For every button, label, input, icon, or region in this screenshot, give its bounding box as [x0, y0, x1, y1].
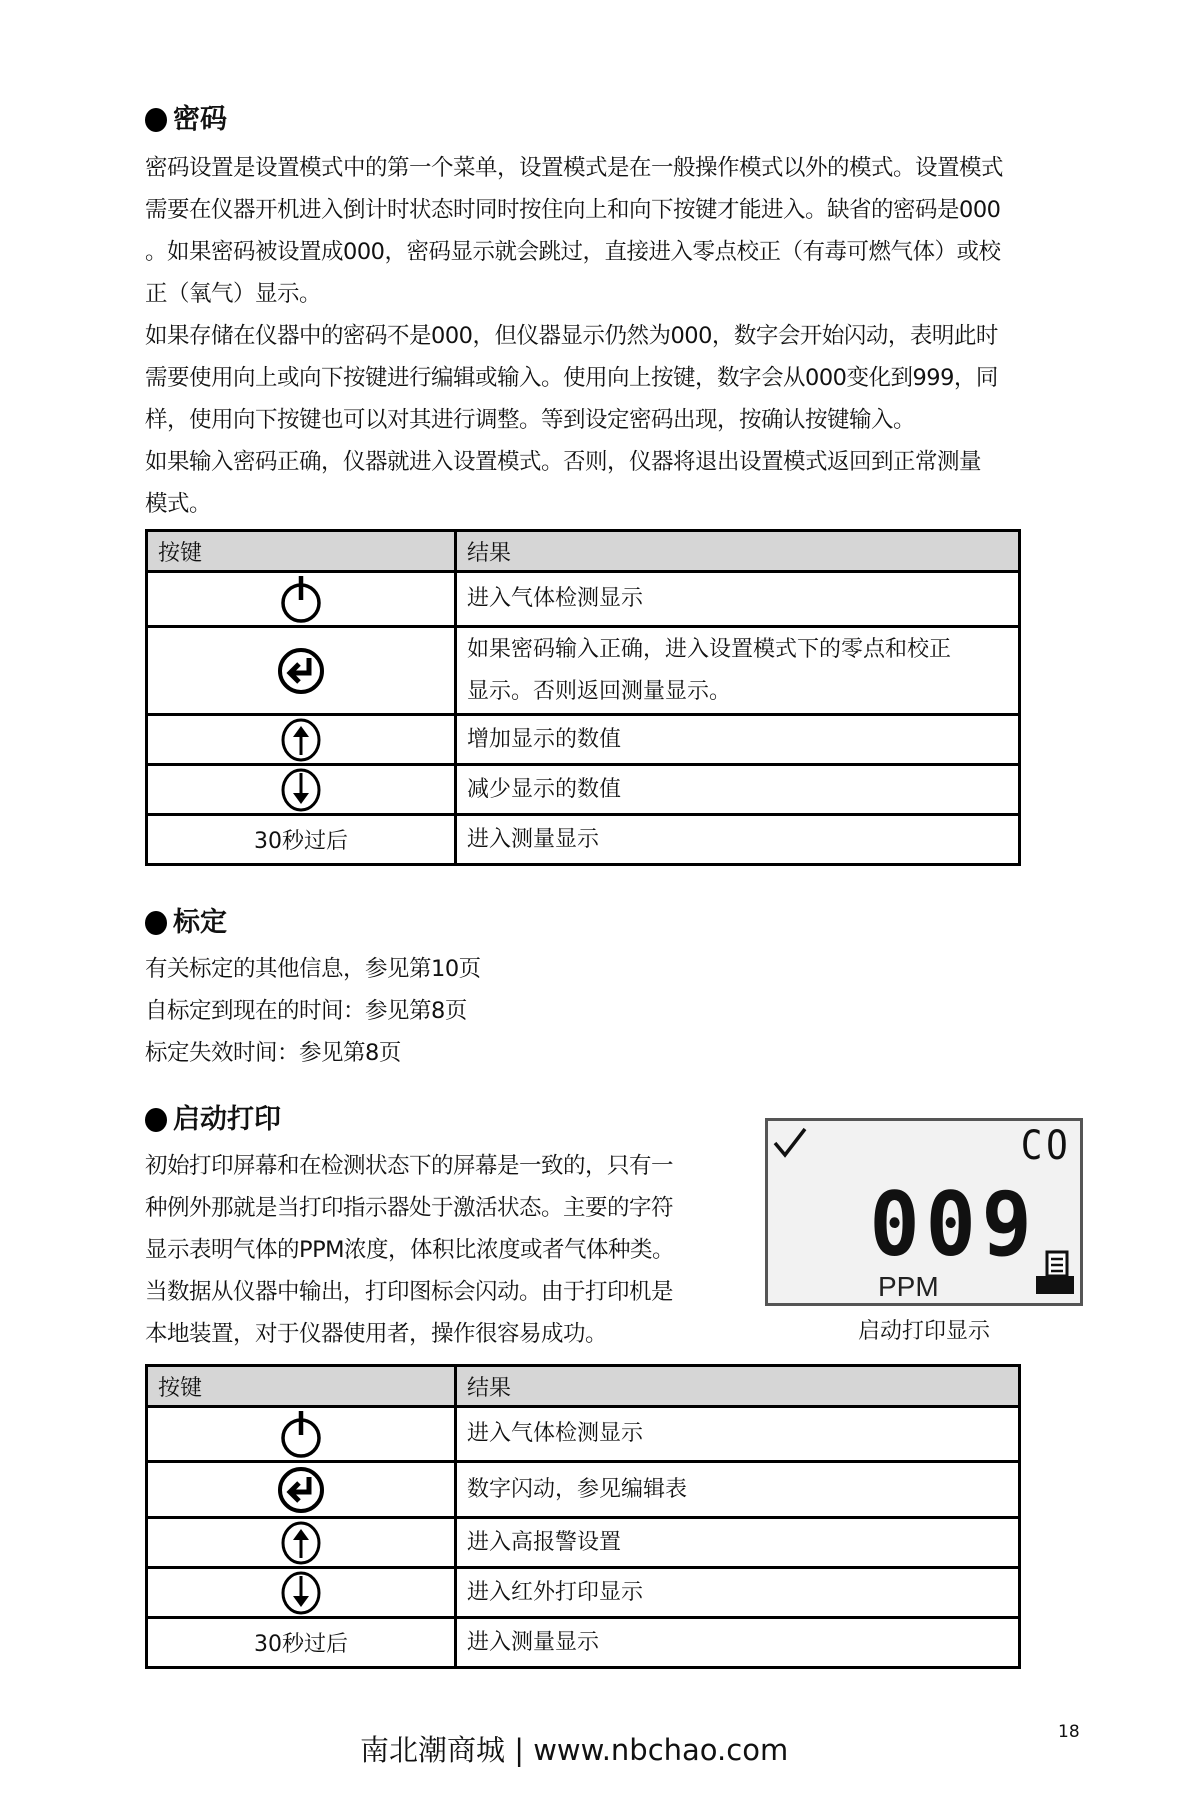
password-key-table: [145, 529, 1021, 866]
table-cell-result: 进入测量显示: [456, 1618, 1020, 1668]
checkmark-icon: [772, 1125, 808, 1165]
result-line: 显示。否则返回测量显示。: [467, 678, 732, 704]
header-key: 按键: [147, 531, 456, 572]
section-heading-print: [145, 1102, 281, 1138]
table-cell-result: 减少显示的数值: [456, 765, 1020, 815]
table-cell-result: 进入气体检测显示: [456, 572, 1020, 627]
table-row: [147, 1568, 1020, 1618]
paragraph-line: 本地装置，对于仪器使用者，操作很容易成功。: [145, 1321, 608, 1347]
table-cell-key: 30秒过后: [147, 1618, 456, 1668]
table-row: [147, 1407, 1020, 1462]
table-row: [147, 1518, 1020, 1568]
footer-site-link[interactable]: 南北潮商城 | www.nbchao.com: [360, 1733, 789, 1767]
paragraph-line: 如果输入密码正确，仪器就进入设置模式。否则，仪器将退出设置模式返回到正常测量: [145, 449, 982, 475]
heading-text: 启动打印: [173, 1104, 281, 1135]
table-cell-result: 进入测量显示: [456, 815, 1020, 865]
print-key-table: [145, 1364, 1021, 1669]
paragraph-line: 需要使用向上或向下按键进行编辑或输入。使用向上按键，数字会从000变化到999，同: [145, 365, 998, 391]
table-header-row: [147, 531, 1020, 572]
power-icon: [147, 572, 456, 627]
power-icon: [147, 1407, 456, 1462]
table-cell-result: 数字闪动，参见编辑表: [456, 1462, 1020, 1518]
table-row: [147, 765, 1020, 815]
paragraph-line: 自标定到现在的时间：参见第8页: [145, 998, 467, 1024]
heading-text: 标定: [173, 907, 227, 938]
section-heading-password: [145, 102, 227, 138]
header-key: 按键: [147, 1366, 456, 1407]
paragraph-line: 模式。: [145, 491, 212, 517]
table-header-row: [147, 1366, 1020, 1407]
enter-icon: [147, 627, 456, 715]
header-result: 结果: [456, 1366, 1020, 1407]
table-cell-result: 增加显示的数值: [456, 715, 1020, 765]
print-paragraph: [145, 1145, 674, 1355]
bullet-icon: [145, 911, 167, 935]
table-cell-result: 进入高报警设置: [456, 1518, 1020, 1568]
lcd-caption: 启动打印显示: [857, 1319, 990, 1344]
table-row: [147, 1618, 1020, 1668]
lcd-unit: PPM: [878, 1271, 939, 1302]
page-number: 18: [1058, 1722, 1080, 1742]
up-arrow-icon: [147, 1518, 456, 1568]
table-row: [147, 715, 1020, 765]
paragraph-line: 。如果密码被设置成000，密码显示就会跳过，直接进入零点校正（有毒可燃气体）或校: [145, 239, 1001, 265]
table-cell-result: 进入气体检测显示: [456, 1407, 1020, 1462]
table-row: [147, 572, 1020, 627]
calibration-paragraph: [145, 948, 481, 1074]
paragraph-line: 正（氧气）显示。: [145, 281, 322, 307]
down-arrow-icon: [147, 765, 456, 815]
password-paragraph: [145, 147, 1003, 525]
down-arrow-icon: [147, 1568, 456, 1618]
paragraph-line: 如果存储在仪器中的密码不是000，但仪器显示仍然为000，数字会开始闪动，表明此时: [145, 323, 998, 349]
section-heading-calibration: [145, 905, 227, 941]
paragraph-line: 显示表明气体的PPM浓度，体积比浓度或者气体种类。: [145, 1237, 675, 1263]
table-cell-result: 进入红外打印显示: [456, 1568, 1020, 1618]
table-cell-result: [456, 627, 1020, 715]
table-cell-key: 30秒过后: [147, 815, 456, 865]
enter-icon: [147, 1462, 456, 1518]
paragraph-line: 密码设置是设置模式中的第一个菜单，设置模式是在一般操作模式以外的模式。设置模式: [145, 155, 1004, 181]
paragraph-line: 需要在仪器开机进入倒计时状态时同时按住向上和向下按键才能进入。缺省的密码是000: [145, 197, 1001, 223]
paragraph-line: 当数据从仪器中输出，打印图标会闪动。由于打印机是: [145, 1279, 674, 1305]
paragraph-line: 标定失效时间：参见第8页: [145, 1040, 401, 1066]
printer-icon: [1034, 1250, 1076, 1300]
bullet-icon: [145, 108, 167, 132]
paragraph-line: 初始打印屏幕和在检测状态下的屏幕是一致的，只有一: [145, 1153, 674, 1179]
result-line: 如果密码输入正确，进入设置模式下的零点和校正: [467, 636, 952, 662]
paragraph-line: 有关标定的其他信息，参见第10页: [145, 956, 481, 982]
table-row: [147, 1462, 1020, 1518]
heading-text: 密码: [173, 104, 227, 135]
table-row: [147, 627, 1020, 715]
up-arrow-icon: [147, 715, 456, 765]
lcd-gas-type: CO: [1020, 1123, 1072, 1169]
lcd-reading-value: 009: [869, 1173, 1038, 1276]
lcd-print-display: [765, 1118, 1083, 1306]
paragraph-line: 种例外那就是当打印指示器处于激活状态。主要的字符: [145, 1195, 674, 1221]
paragraph-line: 样，使用向下按键也可以对其进行调整。等到设定密码出现，按确认按键输入。: [145, 407, 916, 433]
table-row: [147, 815, 1020, 865]
bullet-icon: [145, 1108, 167, 1132]
header-result: 结果: [456, 531, 1020, 572]
